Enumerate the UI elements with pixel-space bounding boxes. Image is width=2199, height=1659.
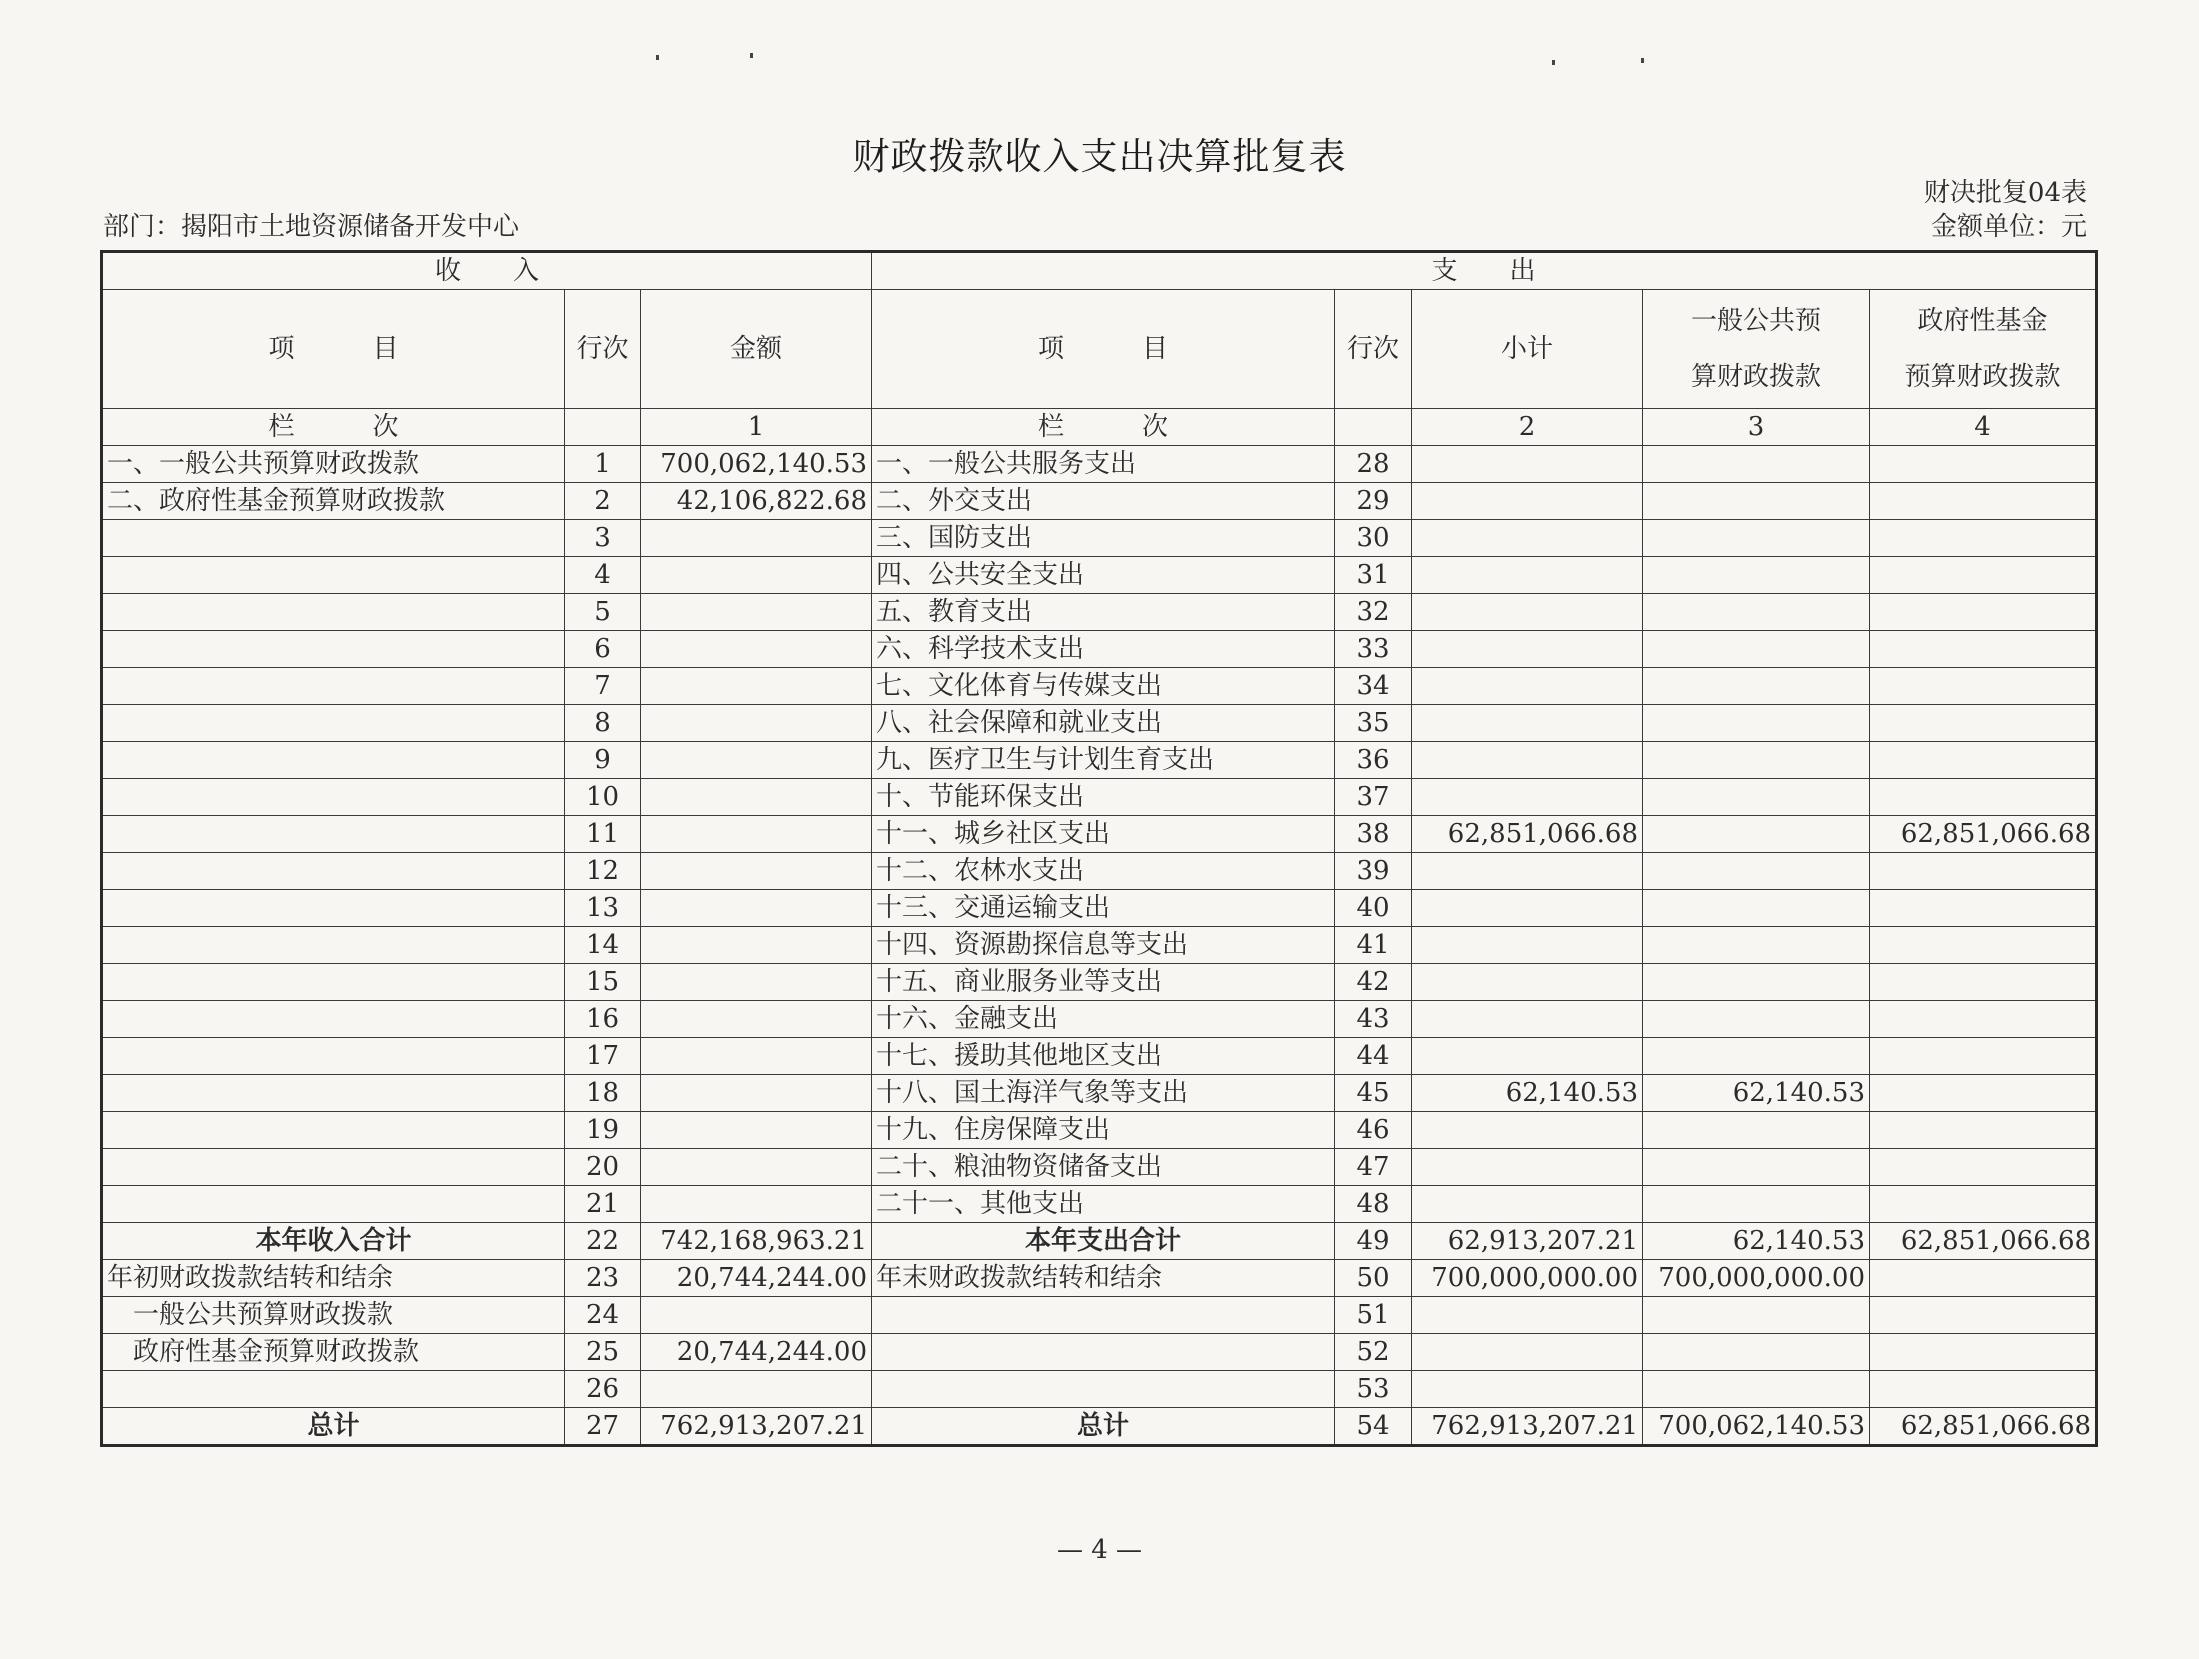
expense-row-no: 51 xyxy=(1335,1297,1412,1334)
general-budget-amount xyxy=(1643,631,1870,668)
fund-budget-amount xyxy=(1870,853,2097,890)
general-budget-amount xyxy=(1643,1186,1870,1223)
income-row-no: 27 xyxy=(565,1408,641,1446)
fund-budget-amount xyxy=(1870,742,2097,779)
table-row xyxy=(102,520,2097,557)
expense-subtotal xyxy=(1412,1371,1643,1408)
fund-budget-header-line2: 预算财政拨款 xyxy=(1904,362,2061,392)
table-row xyxy=(102,1223,2097,1260)
table-row xyxy=(102,816,2097,853)
fund-budget-amount xyxy=(1870,1075,2097,1112)
expense-item: 二十、粮油物资储备支出 xyxy=(872,1149,1335,1186)
table-row xyxy=(102,705,2097,742)
expense-item: 八、社会保障和就业支出 xyxy=(872,705,1335,742)
fund-budget-header-line1: 政府性基金 xyxy=(1917,306,2048,336)
expense-subtotal xyxy=(1412,631,1643,668)
general-budget-amount: 62,140.53 xyxy=(1643,1223,1870,1260)
table-row xyxy=(102,853,2097,890)
income-item xyxy=(102,668,565,705)
income-item: 总计 xyxy=(102,1408,565,1446)
table-row xyxy=(102,1149,2097,1186)
expense-item: 十四、资源勘探信息等支出 xyxy=(872,927,1335,964)
expense-row-no: 33 xyxy=(1335,631,1412,668)
income-row-no: 2 xyxy=(565,483,641,520)
general-budget-header-line1: 一般公共预 xyxy=(1691,306,1822,336)
table-row xyxy=(102,890,2097,927)
expense-subtotal xyxy=(1412,927,1643,964)
income-amount xyxy=(641,1075,872,1112)
expense-subtotal xyxy=(1412,705,1643,742)
income-item xyxy=(102,520,565,557)
table-row xyxy=(102,1260,2097,1297)
expense-col-blank xyxy=(1335,409,1412,446)
fund-budget-amount xyxy=(1870,1038,2097,1075)
expense-section-header: 支 出 xyxy=(872,252,2097,290)
table-row xyxy=(102,1334,2097,1371)
expense-row-no: 28 xyxy=(1335,446,1412,483)
expense-subtotal xyxy=(1412,1334,1643,1371)
income-amount xyxy=(641,631,872,668)
income-amount-header: 金额 xyxy=(641,290,872,409)
income-col-blank xyxy=(565,409,641,446)
section-header-row xyxy=(102,252,2097,290)
table-row xyxy=(102,1112,2097,1149)
income-item xyxy=(102,816,565,853)
subtotal-header: 小计 xyxy=(1412,290,1643,409)
expense-subtotal xyxy=(1412,1001,1643,1038)
column-header-row xyxy=(102,290,2097,409)
expense-item: 三、国防支出 xyxy=(872,520,1335,557)
expense-subtotal xyxy=(1412,1297,1643,1334)
income-item xyxy=(102,1112,565,1149)
expense-subtotal xyxy=(1412,1038,1643,1075)
table-row xyxy=(102,668,2097,705)
expense-item: 一、一般公共服务支出 xyxy=(872,446,1335,483)
expense-item xyxy=(872,1334,1335,1371)
col-index-1: 1 xyxy=(641,409,872,446)
general-budget-amount: 700,000,000.00 xyxy=(1643,1260,1870,1297)
table-row xyxy=(102,557,2097,594)
expense-item: 十三、交通运输支出 xyxy=(872,890,1335,927)
income-item xyxy=(102,853,565,890)
income-item xyxy=(102,705,565,742)
general-budget-amount xyxy=(1643,742,1870,779)
income-row-no: 15 xyxy=(565,964,641,1001)
general-budget-header-line2: 算财政拨款 xyxy=(1691,362,1822,392)
income-item: 一、一般公共预算财政拨款 xyxy=(102,446,565,483)
fund-budget-amount xyxy=(1870,890,2097,927)
expense-row-no: 36 xyxy=(1335,742,1412,779)
general-budget-header xyxy=(1643,290,1870,409)
general-budget-amount xyxy=(1643,594,1870,631)
expense-row-no: 43 xyxy=(1335,1001,1412,1038)
table-row xyxy=(102,594,2097,631)
expense-subtotal: 62,851,066.68 xyxy=(1412,816,1643,853)
expense-item: 总计 xyxy=(872,1408,1335,1446)
income-row-no: 6 xyxy=(565,631,641,668)
income-amount xyxy=(641,742,872,779)
expense-item: 十二、农林水支出 xyxy=(872,853,1335,890)
general-budget-amount xyxy=(1643,816,1870,853)
fund-budget-amount: 62,851,066.68 xyxy=(1870,1223,2097,1260)
expense-item-header: 项 目 xyxy=(872,290,1335,409)
income-row-no: 13 xyxy=(565,890,641,927)
general-budget-amount xyxy=(1643,1371,1870,1408)
table-row xyxy=(102,1038,2097,1075)
fund-budget-amount xyxy=(1870,779,2097,816)
column-index-row xyxy=(102,409,2097,446)
table-row xyxy=(102,964,2097,1001)
expense-subtotal: 62,140.53 xyxy=(1412,1075,1643,1112)
income-row-no: 11 xyxy=(565,816,641,853)
page-number: — 4 — xyxy=(1056,1535,1143,1565)
table-row xyxy=(102,1075,2097,1112)
income-row-no: 20 xyxy=(565,1149,641,1186)
expense-item: 二、外交支出 xyxy=(872,483,1335,520)
general-budget-amount xyxy=(1643,779,1870,816)
general-budget-amount xyxy=(1643,1112,1870,1149)
income-item xyxy=(102,631,565,668)
general-budget-amount xyxy=(1643,446,1870,483)
income-row-no: 22 xyxy=(565,1223,641,1260)
table-row xyxy=(102,779,2097,816)
table-row xyxy=(102,927,2097,964)
expense-item: 十六、金融支出 xyxy=(872,1001,1335,1038)
expense-row-no-header: 行次 xyxy=(1335,290,1412,409)
income-item: 本年收入合计 xyxy=(102,1223,565,1260)
expense-item xyxy=(872,1297,1335,1334)
expense-row-no: 40 xyxy=(1335,890,1412,927)
general-budget-amount xyxy=(1643,927,1870,964)
expense-row-no: 31 xyxy=(1335,557,1412,594)
expense-row-no: 52 xyxy=(1335,1334,1412,1371)
general-budget-amount xyxy=(1643,520,1870,557)
general-budget-amount xyxy=(1643,705,1870,742)
fund-budget-amount xyxy=(1870,483,2097,520)
income-amount: 20,744,244.00 xyxy=(641,1334,872,1371)
income-row-no: 9 xyxy=(565,742,641,779)
income-item: 年初财政拨款结转和结余 xyxy=(102,1260,565,1297)
expense-row-no: 29 xyxy=(1335,483,1412,520)
table-row xyxy=(102,631,2097,668)
table-row xyxy=(102,483,2097,520)
fund-budget-amount: 62,851,066.68 xyxy=(1870,816,2097,853)
general-budget-amount xyxy=(1643,890,1870,927)
expense-row-no: 50 xyxy=(1335,1260,1412,1297)
general-budget-amount xyxy=(1643,668,1870,705)
income-row-no: 10 xyxy=(565,779,641,816)
expense-subtotal xyxy=(1412,557,1643,594)
income-item xyxy=(102,1371,565,1408)
expense-item: 二十一、其他支出 xyxy=(872,1186,1335,1223)
income-item xyxy=(102,557,565,594)
fund-budget-header xyxy=(1870,290,2097,409)
income-amount: 762,913,207.21 xyxy=(641,1408,872,1446)
expense-subtotal xyxy=(1412,483,1643,520)
fund-budget-amount xyxy=(1870,520,2097,557)
income-item xyxy=(102,890,565,927)
income-amount xyxy=(641,853,872,890)
income-row-no-header: 行次 xyxy=(565,290,641,409)
income-row-no: 26 xyxy=(565,1371,641,1408)
expense-subtotal xyxy=(1412,1186,1643,1223)
fund-budget-amount xyxy=(1870,557,2097,594)
expense-subtotal xyxy=(1412,964,1643,1001)
fund-budget-amount xyxy=(1870,594,2097,631)
income-item: 二、政府性基金预算财政拨款 xyxy=(102,483,565,520)
expense-row-no: 44 xyxy=(1335,1038,1412,1075)
expense-item: 十八、国土海洋气象等支出 xyxy=(872,1075,1335,1112)
fund-budget-amount xyxy=(1870,1371,2097,1408)
general-budget-amount xyxy=(1643,964,1870,1001)
fund-budget-amount: 62,851,066.68 xyxy=(1870,1408,2097,1446)
income-row-no: 21 xyxy=(565,1186,641,1223)
table-row xyxy=(102,1001,2097,1038)
expense-row-no: 54 xyxy=(1335,1408,1412,1446)
income-item-header: 项 目 xyxy=(102,290,565,409)
expense-row-no: 53 xyxy=(1335,1371,1412,1408)
expense-subtotal xyxy=(1412,594,1643,631)
expense-row-no: 38 xyxy=(1335,816,1412,853)
expense-row-no: 35 xyxy=(1335,705,1412,742)
income-amount xyxy=(641,816,872,853)
form-code: 财决批复04表 xyxy=(1923,178,2087,208)
income-amount xyxy=(641,1149,872,1186)
expense-item: 十五、商业服务业等支出 xyxy=(872,964,1335,1001)
income-item xyxy=(102,964,565,1001)
general-budget-amount: 62,140.53 xyxy=(1643,1075,1870,1112)
expense-row-no: 47 xyxy=(1335,1149,1412,1186)
income-row-no: 3 xyxy=(565,520,641,557)
income-item xyxy=(102,1001,565,1038)
income-amount xyxy=(641,779,872,816)
table-row xyxy=(102,1408,2097,1446)
income-item: 一般公共预算财政拨款 xyxy=(102,1297,565,1334)
general-budget-amount xyxy=(1643,1297,1870,1334)
income-row-no: 24 xyxy=(565,1297,641,1334)
general-budget-amount: 700,062,140.53 xyxy=(1643,1408,1870,1446)
income-amount xyxy=(641,1112,872,1149)
fund-budget-amount xyxy=(1870,446,2097,483)
income-row-no: 8 xyxy=(565,705,641,742)
expense-item: 十七、援助其他地区支出 xyxy=(872,1038,1335,1075)
fund-budget-amount xyxy=(1870,964,2097,1001)
income-row-no: 7 xyxy=(565,668,641,705)
expense-row-no: 49 xyxy=(1335,1223,1412,1260)
income-row-no: 18 xyxy=(565,1075,641,1112)
income-row-no: 25 xyxy=(565,1334,641,1371)
expense-row-no: 41 xyxy=(1335,927,1412,964)
income-row-no: 14 xyxy=(565,927,641,964)
table-row xyxy=(102,742,2097,779)
income-amount xyxy=(641,1297,872,1334)
expense-item: 年末财政拨款结转和结余 xyxy=(872,1260,1335,1297)
income-amount xyxy=(641,890,872,927)
table-row xyxy=(102,1297,2097,1334)
income-amount xyxy=(641,1038,872,1075)
expense-item: 四、公共安全支出 xyxy=(872,557,1335,594)
income-amount xyxy=(641,927,872,964)
income-item xyxy=(102,1038,565,1075)
income-row-no: 12 xyxy=(565,853,641,890)
table-row xyxy=(102,446,2097,483)
general-budget-amount xyxy=(1643,483,1870,520)
income-row-no: 16 xyxy=(565,1001,641,1038)
col-index-3: 3 xyxy=(1643,409,1870,446)
fund-budget-amount xyxy=(1870,1149,2097,1186)
expense-item: 九、医疗卫生与计划生育支出 xyxy=(872,742,1335,779)
fund-budget-amount xyxy=(1870,668,2097,705)
expense-col-label: 栏 次 xyxy=(872,409,1335,446)
income-amount: 42,106,822.68 xyxy=(641,483,872,520)
expense-item: 十九、住房保障支出 xyxy=(872,1112,1335,1149)
fund-budget-amount xyxy=(1870,705,2097,742)
department-label: 部门：揭阳市土地资源储备开发中心 xyxy=(103,212,520,242)
expense-subtotal: 762,913,207.21 xyxy=(1412,1408,1643,1446)
expense-subtotal xyxy=(1412,779,1643,816)
expense-item: 本年支出合计 xyxy=(872,1223,1335,1260)
expense-item: 六、科学技术支出 xyxy=(872,631,1335,668)
income-amount xyxy=(641,1186,872,1223)
fund-budget-amount xyxy=(1870,1186,2097,1223)
report-title: 财政拨款收入支出决算批复表 xyxy=(852,135,1347,178)
amount-unit: 金额单位：元 xyxy=(1930,212,2087,242)
expense-row-no: 34 xyxy=(1335,668,1412,705)
income-row-no: 23 xyxy=(565,1260,641,1297)
expense-row-no: 39 xyxy=(1335,853,1412,890)
income-amount xyxy=(641,964,872,1001)
expense-subtotal xyxy=(1412,668,1643,705)
income-col-label: 栏 次 xyxy=(102,409,565,446)
expense-row-no: 42 xyxy=(1335,964,1412,1001)
income-amount: 742,168,963.21 xyxy=(641,1223,872,1260)
general-budget-amount xyxy=(1643,853,1870,890)
general-budget-amount xyxy=(1643,1038,1870,1075)
income-amount xyxy=(641,705,872,742)
income-amount xyxy=(641,557,872,594)
income-amount: 20,744,244.00 xyxy=(641,1260,872,1297)
income-item: 政府性基金预算财政拨款 xyxy=(102,1334,565,1371)
income-item xyxy=(102,1075,565,1112)
expense-row-no: 30 xyxy=(1335,520,1412,557)
income-item xyxy=(102,927,565,964)
expense-row-no: 48 xyxy=(1335,1186,1412,1223)
col-index-4: 4 xyxy=(1870,409,2097,446)
expense-item: 七、文化体育与传媒支出 xyxy=(872,668,1335,705)
income-amount: 700,062,140.53 xyxy=(641,446,872,483)
expense-item xyxy=(872,1371,1335,1408)
expense-item: 五、教育支出 xyxy=(872,594,1335,631)
income-item xyxy=(102,594,565,631)
fund-budget-amount xyxy=(1870,1001,2097,1038)
expense-row-no: 37 xyxy=(1335,779,1412,816)
income-section-header: 收 入 xyxy=(102,252,872,290)
expense-subtotal: 700,000,000.00 xyxy=(1412,1260,1643,1297)
income-amount xyxy=(641,520,872,557)
fund-budget-amount xyxy=(1870,927,2097,964)
expense-subtotal: 62,913,207.21 xyxy=(1412,1223,1643,1260)
table-row xyxy=(102,1371,2097,1408)
fund-budget-amount xyxy=(1870,1334,2097,1371)
fund-budget-amount xyxy=(1870,1260,2097,1297)
expense-subtotal xyxy=(1412,520,1643,557)
expense-row-no: 32 xyxy=(1335,594,1412,631)
income-row-no: 17 xyxy=(565,1038,641,1075)
income-row-no: 1 xyxy=(565,446,641,483)
income-amount xyxy=(641,668,872,705)
expense-subtotal xyxy=(1412,1149,1643,1186)
expense-subtotal xyxy=(1412,446,1643,483)
general-budget-amount xyxy=(1643,557,1870,594)
income-amount xyxy=(641,594,872,631)
expense-subtotal xyxy=(1412,742,1643,779)
income-amount xyxy=(641,1371,872,1408)
general-budget-amount xyxy=(1643,1001,1870,1038)
table-row xyxy=(102,1186,2097,1223)
income-item xyxy=(102,779,565,816)
expense-subtotal xyxy=(1412,890,1643,927)
income-row-no: 19 xyxy=(565,1112,641,1149)
general-budget-amount xyxy=(1643,1334,1870,1371)
expense-row-no: 45 xyxy=(1335,1075,1412,1112)
expense-subtotal xyxy=(1412,853,1643,890)
general-budget-amount xyxy=(1643,1149,1870,1186)
expense-item: 十、节能环保支出 xyxy=(872,779,1335,816)
income-item xyxy=(102,1149,565,1186)
col-index-2: 2 xyxy=(1412,409,1643,446)
expense-item: 十一、城乡社区支出 xyxy=(872,816,1335,853)
income-item xyxy=(102,1186,565,1223)
income-item xyxy=(102,742,565,779)
income-row-no: 5 xyxy=(565,594,641,631)
fund-budget-amount xyxy=(1870,631,2097,668)
income-row-no: 4 xyxy=(565,557,641,594)
fund-budget-amount xyxy=(1870,1297,2097,1334)
appropriation-table xyxy=(100,250,2098,1447)
income-amount xyxy=(641,1001,872,1038)
expense-row-no: 46 xyxy=(1335,1112,1412,1149)
expense-subtotal xyxy=(1412,1112,1643,1149)
fund-budget-amount xyxy=(1870,1112,2097,1149)
